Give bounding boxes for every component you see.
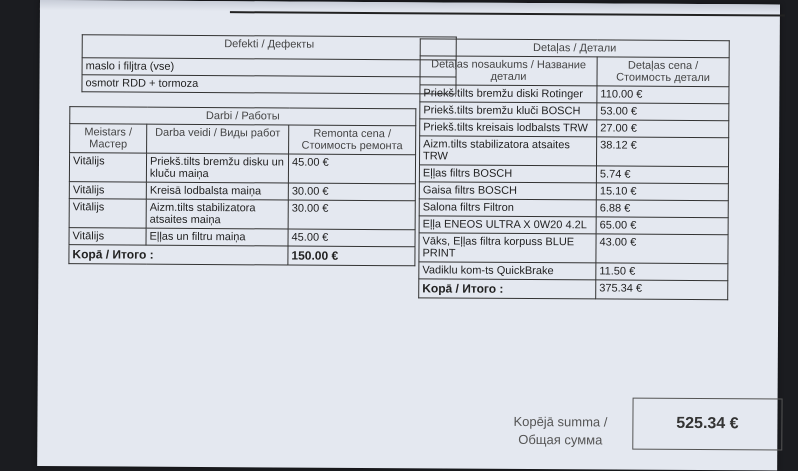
table-row [420,102,729,121]
defects-table [81,34,456,94]
part-price: 38.12 € [596,137,728,167]
parts-table [418,38,730,300]
work-cell: Priekš.tilts bremžu disku un kluču maiņa [146,153,288,183]
part-price: 5.74 € [596,166,728,184]
grand-total-value: 525.34 € [676,414,739,433]
defect-item: osmotr RDD + tormoza [82,75,456,94]
col-part-price: Detaļas cena / Стоимость детали [597,57,729,87]
parts-total-value: 375.34 € [596,280,728,300]
works-total-value: 150.00 € [288,246,415,266]
table-row [69,153,415,184]
grand-total-box [632,398,782,451]
part-name: Gaisa filtrs BOSCH [419,182,596,200]
part-name: Aizm.tilts stabilizatora atsaites TRW [420,136,597,166]
table-row [419,199,728,218]
table-row [419,182,728,201]
part-price: 11.50 € [596,263,728,281]
col-work-type: Darba veidi / Виды работ [147,124,289,154]
table-row [420,119,729,138]
table-row [69,182,415,201]
work-cell: Eļļas un filtru maiņa [146,228,288,246]
part-name: Salona filtrs Filtron [419,199,596,217]
table-row [69,199,415,230]
table-row [420,85,729,104]
parts-total-label: Kopā / Итого : [419,279,596,299]
works-header: Darbi / Работы [70,107,416,126]
table-row [419,165,728,184]
price-cell: 30.00 € [288,183,415,201]
work-cell: Aizm.tilts stabilizatora atsaites maiņa [146,199,288,229]
table-row [419,216,728,235]
part-price: 15.10 € [596,183,728,201]
part-price: 53.00 € [597,103,729,121]
price-cell: 30.00 € [288,200,415,230]
price-cell: 45.00 € [288,229,415,247]
top-rule [230,11,785,16]
parts-header: Detaļas / Детали [420,39,729,58]
table-row [69,228,415,247]
works-total-label: Kopā / Итого : [69,245,288,265]
grand-total-label [485,413,635,450]
part-name: Priekš.tilts bremžu diski Rotinger [420,85,597,103]
defects-header: Defekti / Дефекты [82,35,456,60]
col-part-name: Detaļas nosaukums / Название детали [420,56,597,86]
defect-item: maslo i filjtra (vse) [82,58,456,77]
part-price: 6.88 € [596,200,728,218]
works-table [68,106,416,266]
part-name: Vāks, Eļļas filtra korpuss BLUE PRINT [419,233,596,263]
table-row [419,262,728,281]
col-master: Meistars / Мастер [70,124,147,153]
parts-total-row [419,279,728,300]
receipt-paper [37,0,780,471]
part-name: Priekš.tilts kreisais lodbalsts TRW [420,119,597,137]
work-cell: Kreisā lodbalsta maiņa [146,182,288,200]
works-total-row [69,245,415,266]
part-name: Eļļas filtrs BOSCH [419,165,596,183]
part-price: 110.00 € [597,86,729,104]
table-row [420,136,729,167]
master-cell: Vitālijs [69,199,146,228]
part-name: Priekš.tilts bremžu kluči BOSCH [420,102,597,120]
master-cell: Vitālijs [69,153,146,182]
col-repair-price: Remonta cena / Стоимость ремонта [289,125,416,155]
grand-total-label-ru: Общая сумма [518,431,603,448]
part-name: Vadiklu kom-ts QuickBrake [419,262,596,280]
table-row [419,233,728,264]
part-price: 65.00 € [596,217,728,235]
part-name: Eļļa ENEOS ULTRA X 0W20 4.2L [419,216,596,234]
part-price: 43.00 € [596,234,728,264]
part-price: 27.00 € [597,120,729,138]
grand-total-label-lv: Kopējā summa / [513,413,608,430]
price-cell: 45.00 € [288,154,415,184]
master-cell: Vitālijs [69,228,146,245]
master-cell: Vitālijs [69,182,146,199]
